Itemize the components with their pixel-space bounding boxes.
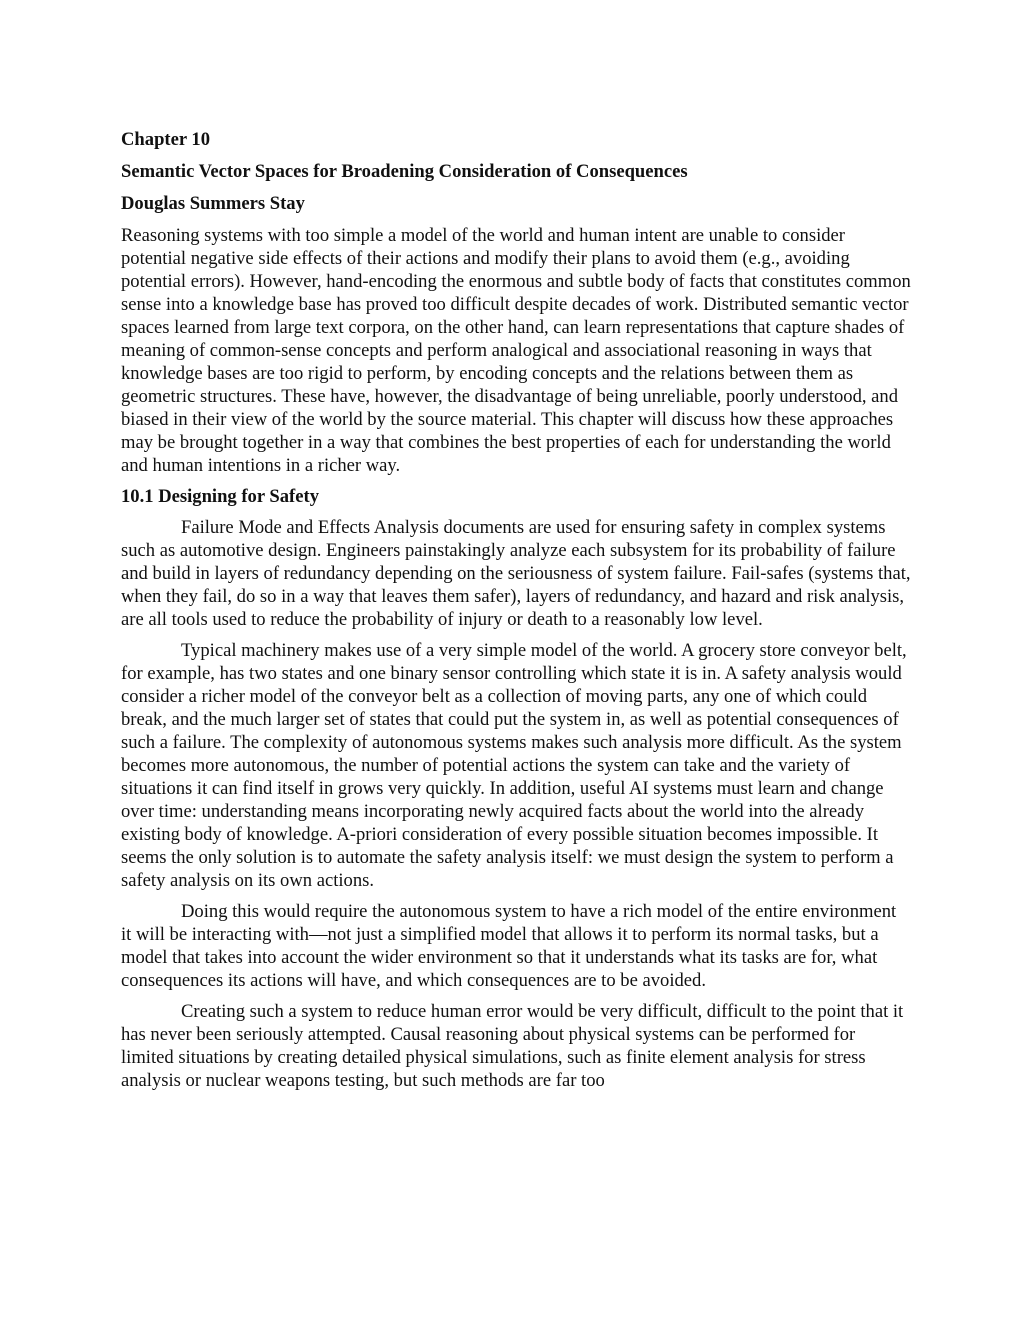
- chapter-title: Semantic Vector Spaces for Broadening Consideration of Consequences: [121, 161, 688, 182]
- abstract-paragraph: Reasoning systems with too simple a model of the world and human intent are unable to consider potential negative side effects of their actions and modify their plans to avoid them (e.g., avoiding potential errors). However, hand-encoding the enormous and subtle body of facts that constitutes common sense into a knowledge base has proved too difficult despite decades of work. Distributed semantic vector spaces learned from large text corpora, on the other hand, can learn representations that capture shades of meaning of common-sense concepts and perform analogical and associational reasoning in ways that knowledge bases are too rigid to perform, by encoding concepts and the relations between them as geometric structures. These have, however, the disadvantage of being unreliable, poorly understood, and biased in their view of the world by the source material. This chapter will discuss how these approaches may be brought together in a way that combines the best properties of each for understanding the world and human intentions in a richer way.: [121, 225, 911, 476]
- author-name: Douglas Summers Stay: [121, 193, 305, 214]
- body-paragraph: Failure Mode and Effects Analysis documents are used for ensuring safety in complex systems such as automotive design. Engineers painstakingly analyze each subsystem for its probability of failure and build in layers of redundancy depending on the seriousness of system failure. Fail-safes (systems that, when they fail, do so in a way that leaves them safer), layers of redundancy, and hazard and risk analysis, are all tools used to reduce the probability of injury or death to a reasonably low level.: [121, 517, 911, 630]
- body-paragraph: Doing this would require the autonomous system to have a rich model of the entire environment it will be interacting with—not just a simplified model that allows it to perform its normal tasks, but a model that takes into account the wider environment so that it understands what its tasks are for, what consequences its actions will have, and which consequences are to be avoided.: [121, 901, 897, 991]
- document-page: [121, 128, 911, 1092]
- chapter-label: Chapter 10: [121, 129, 211, 150]
- body-paragraph: Typical machinery makes use of a very simple model of the world. A grocery store conveyor belt, for example, has two states and one binary sensor controlling which state it is in. A safety analysis would consider a richer model of the conveyor belt as a collection of moving parts, any one of which could break, and the much larger set of states that could put the system in, as well as potential consequences of such a failure. The complexity of autonomous systems makes such analysis more difficult. As the system becomes more autonomous, the number of potential actions the system can take and the variety of situations it can find itself in grows very quickly. In addition, useful AI systems must learn and change over time: understanding means incorporating newly acquired facts about the world into the already existing body of knowledge. A-priori consideration of every possible situation becomes impossible. It seems the only solution is to automate the safety analysis itself: we must design the system to perform a safety analysis on its own actions.: [121, 640, 907, 891]
- section-heading: 10.1 Designing for Safety: [121, 486, 319, 507]
- body-paragraph: Creating such a system to reduce human error would be very difficult, difficult to the point that it has never been seriously attempted. Causal reasoning about physical systems can be performed for limited situations by creating detailed physical simulations, such as finite element analysis for stress analysis or nuclear weapons testing, but such methods are far too: [121, 1001, 904, 1091]
